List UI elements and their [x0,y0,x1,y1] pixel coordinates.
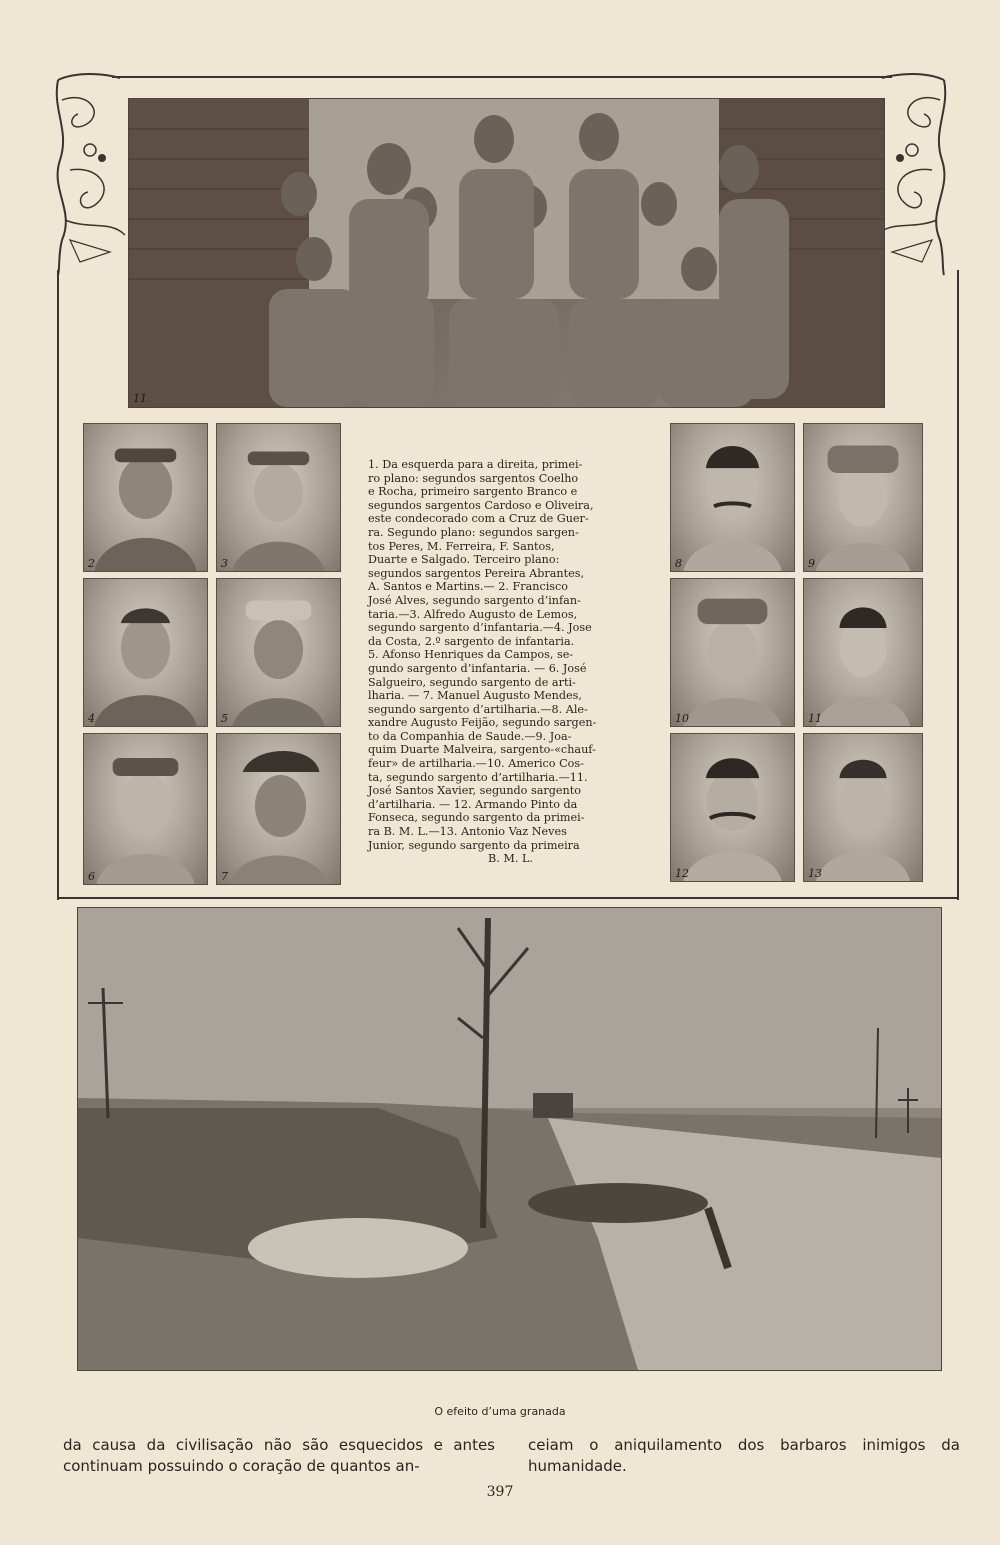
body-text-left: da causa da civilisação não são esquecidos e antes continuam possuindo o coração de quantos an- [63,1436,495,1475]
scene-caption: O efeito d’uma granada [434,1405,566,1418]
caption-line: taria.—3. Alfredo Augusto de Lemos, [368,607,578,621]
photo-caption-text [368,458,653,866]
caption-line: ra B. M. L.—13. Antonio Vaz Neves [368,825,567,839]
caption-line: Junior, segundo sargento da primeira [368,838,580,852]
caption-line: ta, segundo sargento d’artilharia.—11. [368,770,588,784]
soldier-portrait-icon [217,579,340,726]
soldier-portrait-icon [671,579,794,726]
caption-line: e Rocha, primeiro sargento Branco e [368,485,578,499]
portrait-number: 8 [675,557,682,570]
caption-line: da Costa, 2.º sargento de infantaria. [368,634,575,648]
caption-line: este condecorado com a Cruz de Guer- [368,512,589,526]
caption-line: segundos sargentos Pereira Abrantes, [368,566,585,580]
caption-line: José Santos Xavier, segundo sargento [368,784,581,798]
portrait-8 [670,423,795,572]
portrait-9 [803,423,923,572]
caption-line: B. M. L. [488,852,533,866]
portrait-number: 4 [88,712,95,725]
caption-line: Salgueiro, segundo sargento de arti- [368,675,576,689]
frame-right-rule [957,270,959,900]
portrait-6 [83,733,208,885]
caption-line: 1. Da esquerda para a direita, primei- [368,458,583,471]
page-number: 397 [486,1484,514,1500]
soldier-portrait-icon [84,424,207,571]
portrait-number: 7 [221,870,228,883]
caption-line: gundo sargento d’infantaria. — 6. José [368,661,587,675]
portrait-number: 13 [808,867,822,880]
group-photo [128,98,885,408]
caption-line: A. Santos e Martins.— 2. Francisco [368,580,569,594]
portrait-7 [216,733,341,885]
portrait-number: 3 [221,557,228,570]
portrait-4 [83,578,208,727]
portrait-number: 5 [221,712,228,725]
caption-line: 5. Afonso Henriques da Campos, se- [368,648,574,662]
portrait-3 [216,423,341,572]
soldier-portrait-icon [671,734,794,881]
portrait-13 [803,733,923,882]
soldier-portrait-icon [217,424,340,571]
caption-line: Fonseca, segundo sargento da primei- [368,811,585,825]
portrait-number: 6 [88,870,95,883]
left-corner-ornament-icon [50,70,140,280]
caption-line: quim Duarte Malveira, sargento-«chauf- [368,743,596,757]
portrait-10 [670,578,795,727]
portrait-5 [216,578,341,727]
soldier-portrait-icon [804,579,922,726]
caption-line: ro plano: segundos sargentos Coelho [368,471,579,485]
portrait-12 [670,733,795,882]
group-photo-scene-icon [129,99,884,407]
frame-middle-rule [57,897,959,899]
battlefield-scene-icon [78,908,941,1370]
soldier-portrait-icon [671,424,794,571]
portrait-number: 10 [675,712,689,725]
caption-line: lharia. — 7. Manuel Augusto Mendes, [368,689,582,703]
frame-top-rule [112,76,892,78]
group-photo-number: 11 [133,392,147,405]
soldier-portrait-icon [804,734,922,881]
caption-line: segundo sargento d’infantaria.—4. Jose [368,621,592,635]
portrait-number: 2 [88,557,95,570]
caption-line: ra. Segundo plano: segundos sargen- [368,525,579,539]
caption-line: segundos sargentos Cardoso e Oliveira, [368,498,594,512]
caption-line: feur» de artilharia.—10. Americo Cos- [368,757,584,771]
caption-line: tos Peres, M. Ferreira, F. Santos, [368,539,555,553]
frame-left-rule [57,270,59,900]
soldier-portrait-icon [84,579,207,726]
soldier-portrait-icon [804,424,922,571]
soldier-portrait-icon [84,734,207,884]
battlefield-photo [77,907,942,1371]
caption-line: segundo sargento d’artilharia.—8. Ale- [368,702,588,716]
portrait-2 [83,423,208,572]
caption-line: d’artilharia. — 12. Armando Pinto da [368,797,578,811]
portrait-number: 9 [808,557,815,570]
portrait-number: 12 [675,867,689,880]
portrait-11 [803,578,923,727]
caption-line: Duarte e Salgado. Terceiro plano: [368,553,560,567]
caption-line: xandre Augusto Feijão, segundo sargen- [368,716,597,730]
caption-line: José Alves, segundo sargento d’infan- [368,593,581,607]
body-text-right: ceiam o aniquilamento dos barbaros inimigos da humanidade. [528,1436,960,1475]
caption-line: to da Companhia de Saude.—9. Joa- [368,729,572,743]
soldier-portrait-icon [217,734,340,884]
portrait-number: 11 [808,712,822,725]
